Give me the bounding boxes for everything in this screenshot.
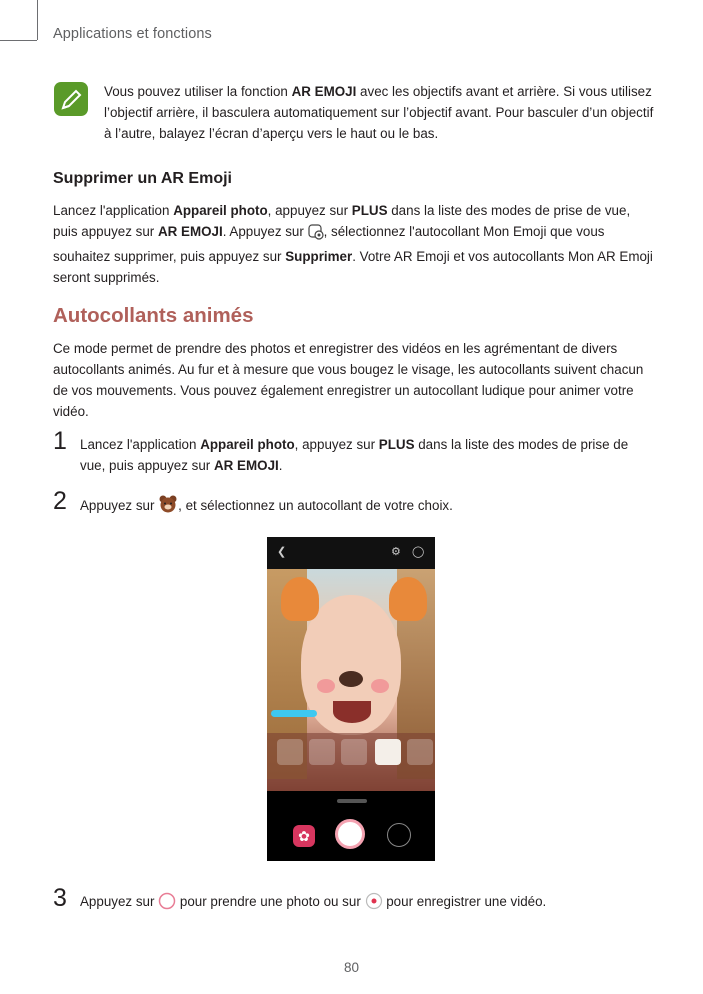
- camera-screenshot: [267, 537, 435, 861]
- stickers-intro: Ce mode permet de prendre des photos et enregistrer des vidéos en les agrémentant de divers autocollants animés. Au fur et à mesure que vous bougez le visage, les autocollants suivent chacun de vos mouvements. Vous pouvez également enregistrer un autocollant ludique pour animer votre vidéo.: [53, 341, 644, 419]
- step-number-1: 1: [53, 427, 67, 455]
- section-title-stickers: Autocollants animés: [53, 304, 254, 327]
- delete-paragraph: Lancez l'application Appareil photo, appuyez sur PLUS dans la liste des modes de prise de vue, puis appuyez sur AR EMOJI. Appuyez sur , sélectionnez l'autocollant Mon Emoji que vous souhaitez supprimer, puis appuyez sur Supprimer. Votre AR Emoji et vos autocollants Mon AR Emoji seront supprimés.: [53, 203, 653, 285]
- flower-icon[interactable]: ✿: [293, 825, 315, 847]
- step-text-2: Appuyez sur , et sélectionnez un autocollant de votre choix.: [80, 494, 655, 520]
- step-text-1: Lancez l'application Appareil photo, appuyez sur PLUS dans la liste des modes de prise de vue, puis appuyez sur AR EMOJI.: [80, 437, 629, 473]
- step-number-3: 3: [53, 884, 67, 912]
- step-number-2: 2: [53, 487, 67, 515]
- switch-camera-icon[interactable]: [387, 823, 411, 847]
- gear-icon[interactable]: ⚙: [391, 546, 401, 558]
- blush-left: [317, 679, 335, 693]
- timer-off-icon[interactable]: ◯: [412, 546, 425, 558]
- sticker-option[interactable]: [277, 739, 303, 765]
- camera-top-bar: [267, 537, 435, 569]
- mode-indicator: [337, 799, 367, 803]
- header-rule-vertical: [37, 0, 38, 40]
- record-button-icon: [365, 892, 383, 916]
- pencil-note-icon: [54, 82, 88, 116]
- chapter-title: Applications et fonctions: [53, 26, 212, 42]
- bear-sticker-icon: [158, 494, 178, 520]
- blush-right: [371, 679, 389, 693]
- sticker-option[interactable]: [407, 739, 433, 765]
- dog-ear-left: [281, 577, 319, 621]
- sticker-option[interactable]: [341, 739, 367, 765]
- sticker-edit-icon: [308, 224, 324, 246]
- dog-nose: [339, 671, 363, 687]
- shutter-button[interactable]: [335, 819, 365, 849]
- sticker-option-selected[interactable]: [375, 739, 401, 765]
- dog-ear-right: [389, 577, 427, 621]
- back-icon[interactable]: ❮: [277, 546, 287, 558]
- preview-mouth: [333, 701, 371, 723]
- page-number: 80: [343, 960, 360, 975]
- note-text: Vous pouvez utiliser la fonction AR EMOJI avec les objectifs avant et arrière. Si vous utilisez l’objectif arrière, il basculera automatiquement sur l’objectif avant. Pour basculer d’un objectif à l’autre, balayez l’écran d’aperçu vers le haut ou le bas.: [104, 84, 654, 141]
- header-rule-horizontal: [0, 40, 37, 41]
- mode-pill[interactable]: [271, 710, 317, 717]
- step-text-3: Appuyez sur pour prendre une photo ou sur pour enregistrer une vidéo.: [80, 891, 655, 916]
- section-title-delete: Supprimer un AR Emoji: [53, 170, 232, 187]
- camera-shutter-icon: [158, 892, 176, 916]
- sticker-option[interactable]: [309, 739, 335, 765]
